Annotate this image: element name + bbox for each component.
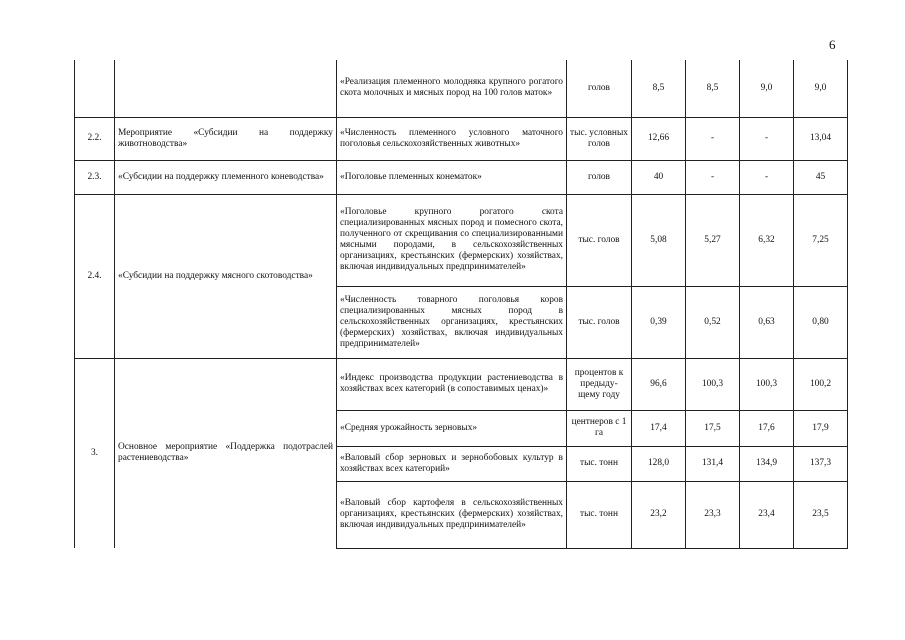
unit-cell: тыс. тонн [567, 481, 632, 548]
value-cell: 9,0 [794, 60, 848, 117]
indicator-cell: «Численность племенного условного маточного поголовья сельскохозяйственных животных» [337, 117, 567, 160]
unit-cell: центнеров с 1 га [567, 410, 632, 446]
unit-cell: тыс. тонн [567, 446, 632, 481]
value-cell: 12,66 [632, 117, 686, 160]
value-cell: 17,9 [794, 410, 848, 446]
table-row [75, 60, 848, 117]
value-cell: 128,0 [632, 446, 686, 481]
value-cell: 23,3 [686, 481, 740, 548]
event-cell: «Субсидии на поддержку мясного скотоводства» [115, 194, 337, 358]
row-number: 2.3. [75, 160, 115, 194]
value-cell: 100,3 [686, 358, 740, 410]
value-cell: 6,32 [740, 194, 794, 286]
value-cell: - [686, 160, 740, 194]
value-cell: 0,52 [686, 286, 740, 358]
value-cell: 0,39 [632, 286, 686, 358]
value-cell: - [686, 117, 740, 160]
unit-cell: тыс. голов [567, 194, 632, 286]
row-number: 2.2. [75, 117, 115, 160]
event-cell: «Субсидии на поддержку племенного коневодства» [115, 160, 337, 194]
value-cell: 0,80 [794, 286, 848, 358]
value-cell: 23,5 [794, 481, 848, 548]
value-cell: 23,4 [740, 481, 794, 548]
event-cell: Мероприятие «Субсидии на поддержку животноводства» [115, 117, 337, 160]
value-cell: 137,3 [794, 446, 848, 481]
value-cell: 45 [794, 160, 848, 194]
indicator-cell: «Валовый сбор картофеля в сельскохозяйственных организациях, крестьянских (фермерских) хозяйствах, включая индивидуальных предпринимателей» [337, 481, 567, 548]
row-number: 2.4. [75, 194, 115, 358]
value-cell: 5,08 [632, 194, 686, 286]
unit-cell: голов [567, 60, 632, 117]
table-row [75, 194, 848, 286]
unit-cell: процентов к предыду-щему году [567, 358, 632, 410]
value-cell: 23,2 [632, 481, 686, 548]
unit-cell: тыс. условных голов [567, 117, 632, 160]
value-cell: 0,63 [740, 286, 794, 358]
value-cell: 100,3 [740, 358, 794, 410]
value-cell: 8,5 [632, 60, 686, 117]
indicator-cell: «Индекс производства продукции растениеводства в хозяйствах всех категорий (в сопоставимых ценах)» [337, 358, 567, 410]
value-cell: 96,6 [632, 358, 686, 410]
unit-cell: голов [567, 160, 632, 194]
value-cell: 8,5 [686, 60, 740, 117]
value-cell: 7,25 [794, 194, 848, 286]
value-cell: 40 [632, 160, 686, 194]
event-cell: Основное мероприятие «Поддержка подотраслей растениеводства» [115, 358, 337, 548]
indicator-cell: «Поголовье племенных конематок» [337, 160, 567, 194]
row-number [75, 60, 115, 117]
value-cell: 5,27 [686, 194, 740, 286]
table-row [75, 117, 848, 160]
value-cell: 100,2 [794, 358, 848, 410]
event-cell [115, 60, 337, 117]
indicator-cell: «Средняя урожайность зерновых» [337, 410, 567, 446]
value-cell: 17,4 [632, 410, 686, 446]
value-cell: 9,0 [740, 60, 794, 117]
value-cell: 134,9 [740, 446, 794, 481]
table-row [75, 358, 848, 410]
value-cell: 131,4 [686, 446, 740, 481]
value-cell: 17,5 [686, 410, 740, 446]
value-cell: 17,6 [740, 410, 794, 446]
indicators-table [74, 60, 848, 549]
unit-cell: тыс. голов [567, 286, 632, 358]
table-row [75, 160, 848, 194]
indicator-cell: «Валовый сбор зерновых и зернобобовых культур в хозяйствах всех категорий» [337, 446, 567, 481]
indicator-cell: «Поголовье крупного рогатого скота специализированных мясных пород и помесного скота, полученного от скрещивания со специализированными мясными породами, в сельскохозяйственных организациях, крестьянских (фермерских) хозяйствах, включая индивидуальных предпринимателей» [337, 194, 567, 286]
value-cell: - [740, 160, 794, 194]
page-number: 6 [829, 37, 836, 52]
indicator-cell: «Реализация племенного молодняка крупного рогатого скота молочных и мясных пород на 100 голов маток» [337, 60, 567, 117]
value-cell: - [740, 117, 794, 160]
row-number: 3. [75, 358, 115, 548]
indicator-cell: «Численность товарного поголовья коров специализированных мясных пород в сельскохозяйственных организациях, крестьянских (фермерских) хозяйствах, включая индивидуальных предпринимателей» [337, 286, 567, 358]
value-cell: 13,04 [794, 117, 848, 160]
